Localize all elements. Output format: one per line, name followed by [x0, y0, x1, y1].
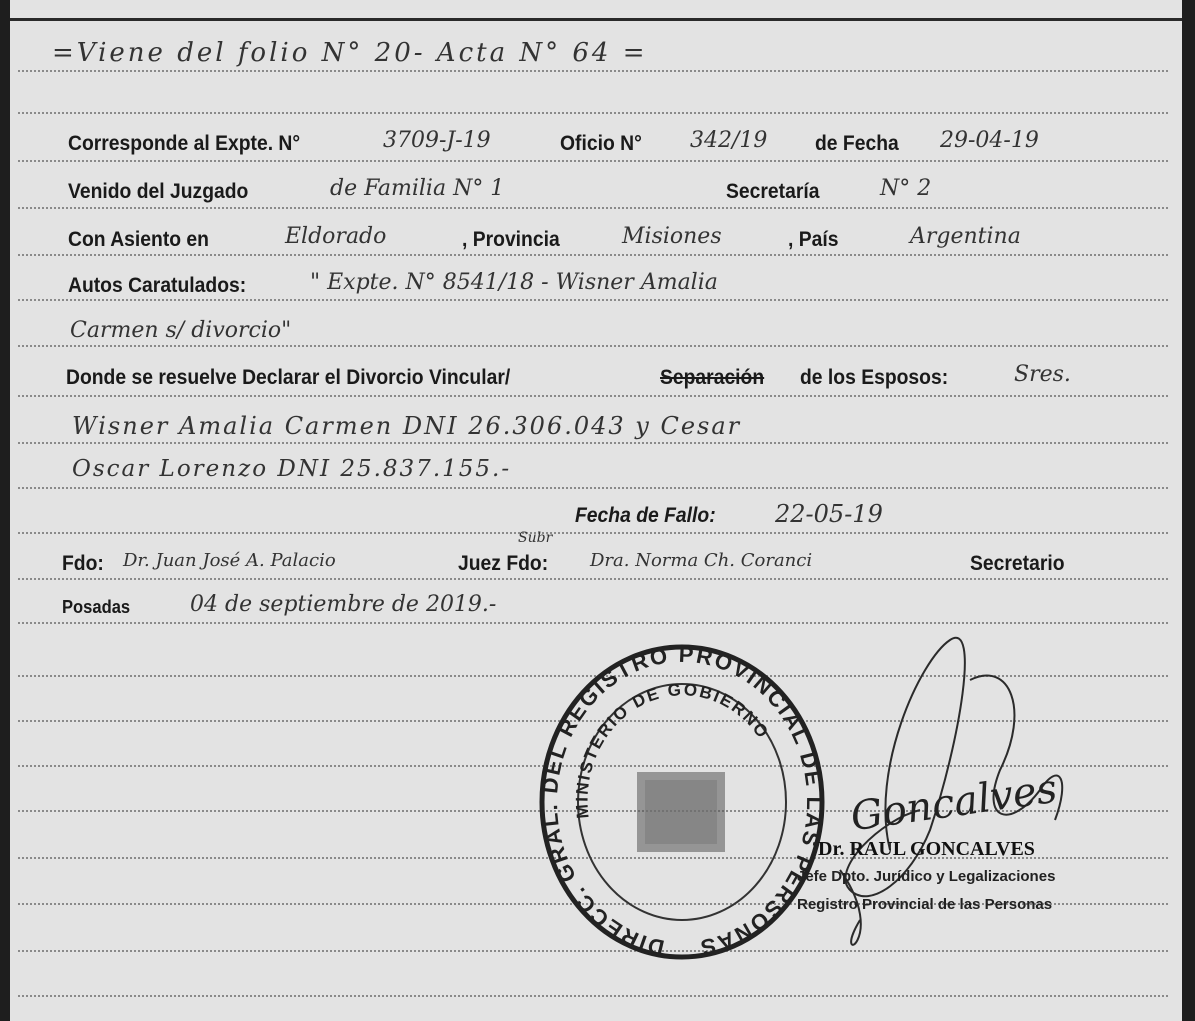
value-posadas: 04 de septiembre de 2019.-: [190, 592, 497, 617]
label-expte: Corresponde al Expte. N°: [68, 132, 301, 155]
ruled-line: [18, 487, 1168, 489]
value-fecha: 29-04-19: [940, 128, 1039, 153]
label-juzgado: Venido del Juzgado: [68, 180, 249, 203]
ruled-line: [18, 70, 1168, 72]
secretario-name: Dra. Norma Ch. Coranci: [590, 550, 813, 571]
ruled-line: [18, 345, 1168, 347]
signatory-org: Registro Provincial de las Personas: [797, 896, 1053, 913]
label-autos: Autos Caratulados:: [68, 274, 247, 297]
signatory-name: Dr. RAUL GONCALVES: [818, 838, 1035, 860]
label-posadas: Posadas: [62, 597, 131, 617]
label-provincia: , Provincia: [462, 228, 560, 251]
label-pais: , País: [788, 228, 839, 251]
label-secretaria: Secretaría: [726, 180, 820, 203]
value-fallo: 22-05-19: [775, 500, 883, 528]
signatory-title: Jefe Dpto. Jurídico y Legalizaciones: [797, 868, 1056, 885]
label-esposos: de los Esposos:: [800, 366, 949, 389]
ruled-line: [18, 160, 1168, 162]
label-oficio: Oficio N°: [560, 132, 642, 155]
label-juez: Juez Fdo:: [458, 552, 549, 575]
value-juzgado: de Familia N° 1: [330, 176, 505, 201]
stamp-outer-text: DIRECC. GRAL. DEL REGISTRO PROVINCIAL DE LAS PERSONAS: [537, 642, 827, 961]
ruled-line: [18, 299, 1168, 301]
value-autos: " Expte. N° 8541/18 - Wisner Amalia: [310, 270, 718, 295]
signature-handwritten: Goncalves: [847, 765, 1060, 841]
value-esposos-cont: Oscar Lorenzo DNI 25.837.155.-: [72, 456, 512, 482]
stamp-inner-text: MINISTERIO DE GOBIERNO: [572, 680, 773, 820]
label-resuelve: Donde se resuelve Declarar el Divorcio Vincular/: [66, 366, 511, 389]
label-secretario: Secretario: [970, 552, 1065, 575]
value-secretaria: N° 2: [880, 176, 932, 201]
value-provincia: Misiones: [622, 224, 722, 249]
ruled-line: [18, 532, 1168, 534]
ruled-line: [18, 442, 1168, 444]
juez-name: Dr. Juan José A. Palacio: [123, 550, 336, 571]
value-expte: 3709-J-19: [383, 128, 491, 153]
ruled-line: [18, 578, 1168, 580]
value-oficio: 342/19: [690, 128, 768, 153]
ruled-line: [18, 395, 1168, 397]
value-esposos: Wisner Amalia Carmen DNI 26.306.043 y Cesar: [72, 412, 742, 440]
value-pais: Argentina: [910, 224, 1021, 249]
struck-separacion: Separación: [660, 366, 765, 389]
ruled-line: [18, 207, 1168, 209]
label-asiento: Con Asiento en: [68, 228, 209, 251]
label-fecha: de Fecha: [815, 132, 899, 155]
value-asiento: Eldorado: [285, 224, 387, 249]
label-fdo: Fdo:: [62, 552, 104, 575]
document-page: [10, 0, 1182, 1021]
value-autos-cont: Carmen s/ divorcio": [70, 318, 292, 343]
folio-annotation: =Viene del folio N° 20- Acta N° 64 =: [52, 38, 648, 68]
ruled-line: [18, 254, 1168, 256]
value-esposos-start: Sres.: [1014, 362, 1071, 387]
label-fallo: Fecha de Fallo:: [575, 504, 716, 527]
juez-superscript: Subr: [518, 530, 553, 546]
ruled-line: [18, 995, 1168, 997]
ruled-line: [18, 112, 1168, 114]
